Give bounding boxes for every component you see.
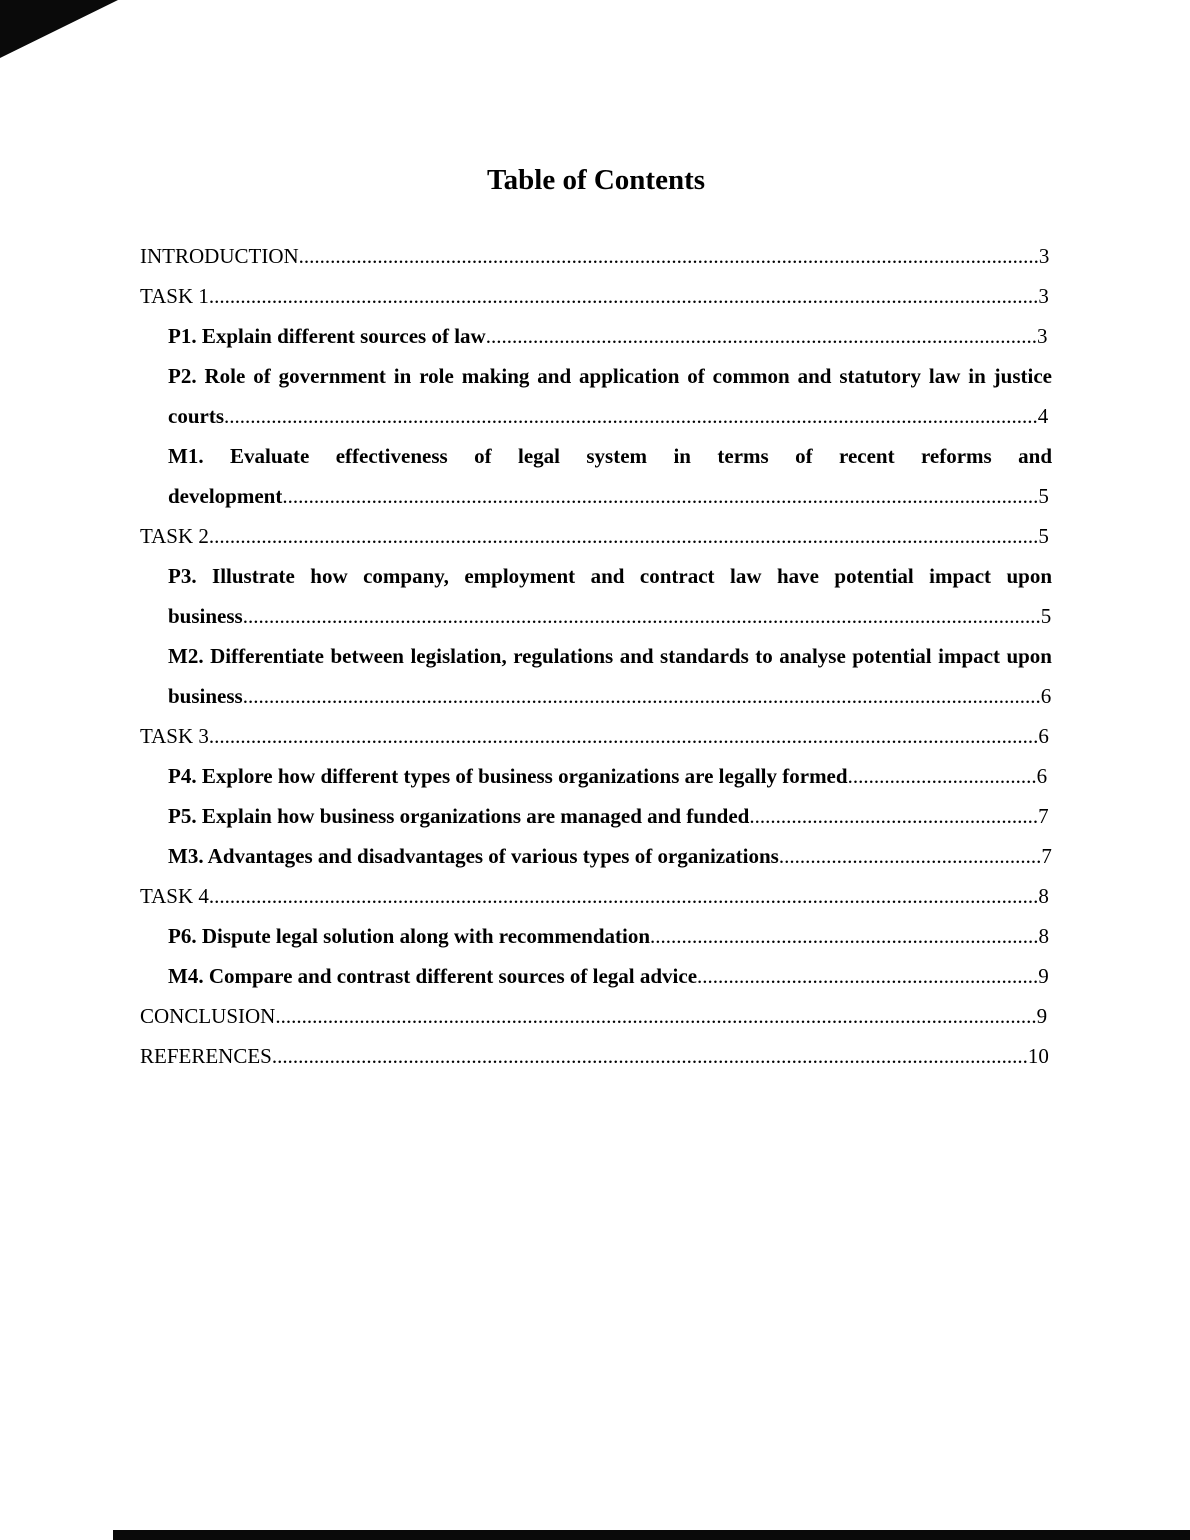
toc-page-number: 7 [1038, 804, 1049, 828]
toc-page-number: 4 [1037, 404, 1049, 428]
toc-entry-label: CONCLUSION [140, 1004, 276, 1028]
toc-entry-label: M3. Advantages and disadvantages of various types of organizations [168, 844, 779, 868]
toc-page-number: 5 [1038, 524, 1049, 548]
toc-leader-dots: ................................................................. [697, 964, 1039, 988]
toc-entry [140, 996, 1052, 1036]
toc-entry-label: P3. Illustrate how company, employment and contract law have potential impact upon business [168, 564, 1052, 628]
toc-entry-label: M4. Compare and contrast different sources of legal advice [168, 964, 698, 988]
toc-page-number: 9 [1036, 1004, 1048, 1028]
toc-entry-label: TASK 4 [140, 884, 209, 908]
toc-entry [140, 276, 1052, 316]
toc-leader-dots: ........................................................................................................................................................ [242, 684, 1041, 708]
toc-leader-dots: ......................................................................................................... [485, 324, 1037, 348]
toc-entry [140, 836, 1052, 876]
toc-page-number: 5 [1040, 604, 1052, 628]
page-content [140, 160, 1052, 1076]
toc-entry [140, 716, 1052, 756]
toc-entry-label: M1. Evaluate effectiveness of legal system in terms of recent reforms and development [168, 444, 1052, 508]
toc-entry [140, 236, 1052, 276]
toc-leader-dots: .................................... [847, 764, 1037, 788]
toc-leader-dots: .............................................................................................................................................................. [208, 724, 1039, 748]
toc-entry-label: P6. Dispute legal solution along with recommendation [168, 924, 651, 948]
toc-entry-label: M2. Differentiate between legislation, regulations and standards to analyse potential impact upon business [168, 644, 1052, 708]
toc-page-number: 3 [1038, 284, 1049, 308]
toc-entry [140, 956, 1052, 996]
toc-entry-label: REFERENCES [140, 1044, 272, 1068]
toc-entry-label: TASK 2 [140, 524, 209, 548]
toc-entry [140, 356, 1052, 436]
toc-entry-label: TASK 3 [140, 724, 209, 748]
toc-page-number: 8 [1038, 884, 1049, 908]
toc-leader-dots: ....................................................... [749, 804, 1039, 828]
toc-entry [140, 1036, 1052, 1076]
toc-entry [140, 756, 1052, 796]
toc-list [140, 236, 1052, 1076]
toc-page-number: 3 [1036, 324, 1048, 348]
toc-page-number: 3 [1038, 244, 1050, 268]
scan-artifact-top-left [0, 0, 118, 58]
toc-leader-dots: ........................................................................................................................................................ [242, 604, 1041, 628]
toc-entry [140, 876, 1052, 916]
toc-page-number: 5 [1038, 484, 1049, 508]
toc-page-number: 8 [1038, 924, 1050, 948]
toc-entry-label: TASK 1 [140, 284, 209, 308]
toc-leader-dots: .......................................................................... [650, 924, 1039, 948]
toc-leader-dots: ............................................................................................................................................. [298, 244, 1039, 268]
toc-page-number: 9 [1038, 964, 1049, 988]
toc-page-number: 6 [1038, 724, 1049, 748]
toc-entry-label: P4. Explore how different types of business organizations are legally formed [168, 764, 848, 788]
toc-leader-dots: ................................................................................................................................................ [282, 484, 1039, 508]
toc-entry [140, 796, 1052, 836]
toc-leader-dots: ........................................................................................................................................................... [224, 404, 1038, 428]
toc-page-number: 7 [1041, 844, 1052, 868]
page-title: Table of Contents [486, 164, 706, 196]
toc-entry-label: P1. Explain different sources of law [168, 324, 486, 348]
toc-entry-label: P2. Role of government in role making and application of common and statutory law in justice courts [168, 364, 1052, 428]
toc-page-number: 6 [1040, 684, 1052, 708]
toc-entry-label: INTRODUCTION [140, 244, 299, 268]
toc-entry [140, 916, 1052, 956]
toc-entry [140, 436, 1052, 516]
toc-entry [140, 316, 1052, 356]
toc-leader-dots: ................................................................................................................................................ [271, 1044, 1028, 1068]
toc-leader-dots: ................................................................................................................................................. [275, 1004, 1037, 1028]
toc-entry [140, 556, 1052, 636]
toc-entry-label: P5. Explain how business organizations are managed and funded [168, 804, 750, 828]
toc-leader-dots: .............................................................................................................................................................. [208, 284, 1039, 308]
toc-leader-dots: .................................................. [778, 844, 1042, 868]
toc-page-number: 6 [1036, 764, 1048, 788]
toc-page-number: 10 [1027, 1044, 1049, 1068]
toc-entry [140, 516, 1052, 556]
toc-entry [140, 636, 1052, 716]
scan-artifact-bottom [113, 1530, 1190, 1540]
toc-leader-dots: .............................................................................................................................................................. [208, 524, 1039, 548]
toc-leader-dots: .............................................................................................................................................................. [208, 884, 1039, 908]
